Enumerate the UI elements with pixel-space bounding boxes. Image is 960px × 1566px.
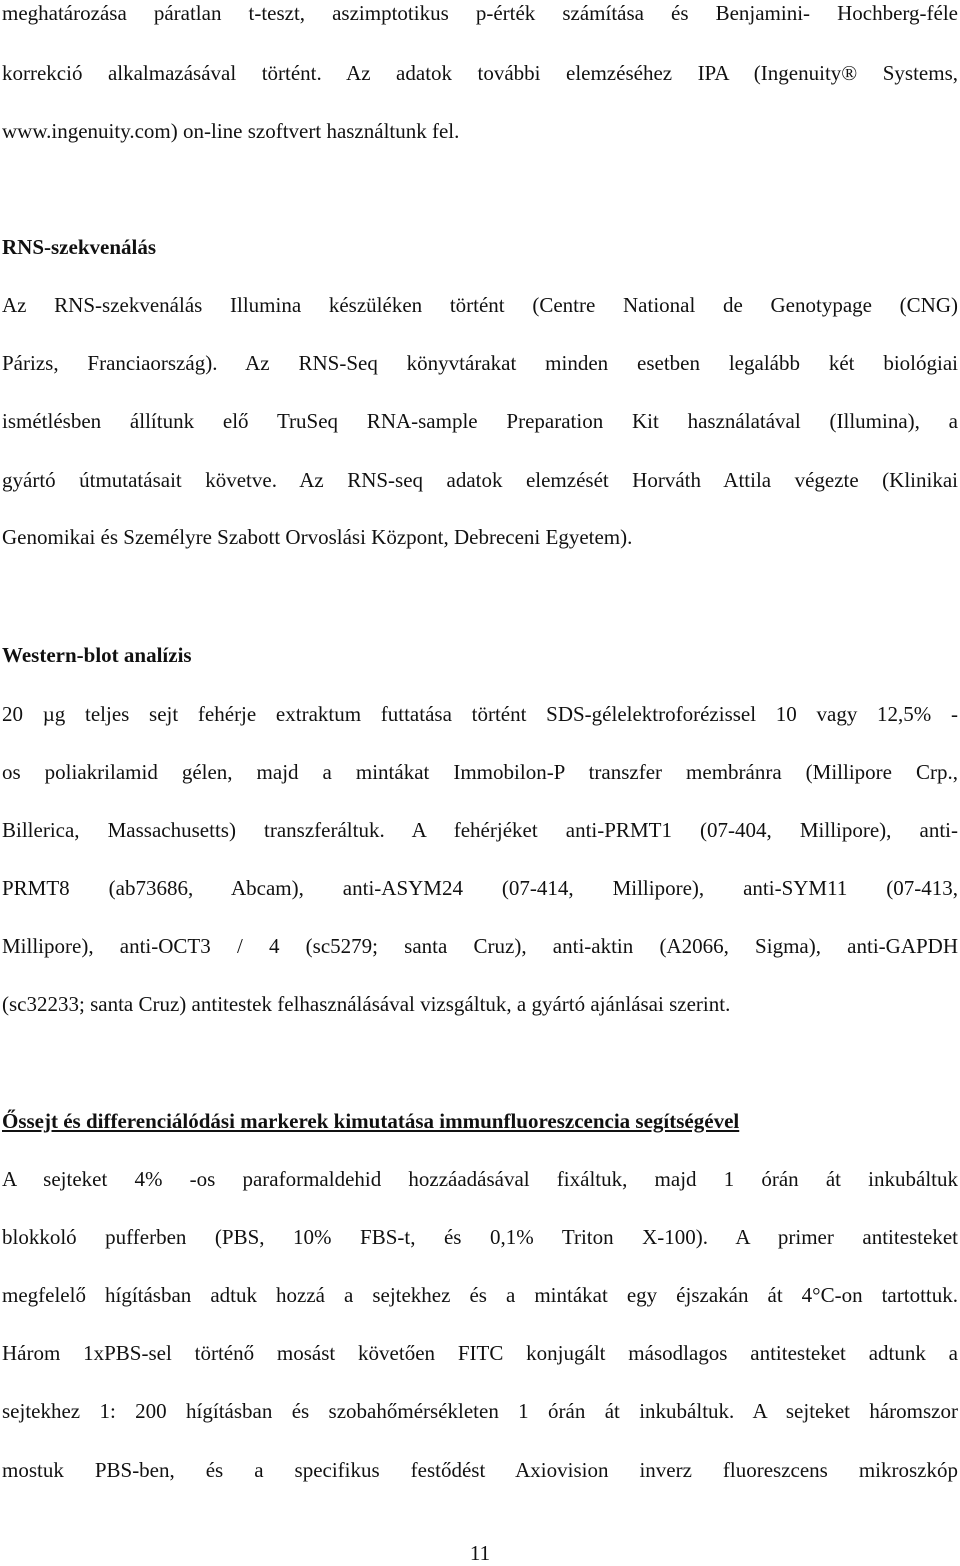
marker-paragraph-line: sejtekhez 1: 200 hígításban és szobahőmérsékleten 1 órán át inkubáltuk. A sejteket háromszor — [2, 1399, 958, 1423]
western-paragraph-line: os poliakrilamid gélen, majd a mintákat Immobilon-P transzfer membránra (Millipore Crp., — [2, 760, 958, 784]
rns-paragraph-line: Az RNS-szekvenálás Illumina készüléken történt (Centre National de Genotypage (CNG) — [2, 293, 958, 317]
marker-paragraph-line: mostuk PBS-ben, és a specifikus festődést Axiovision inverz fluoreszcens mikroszkóp — [2, 1458, 958, 1482]
marker-paragraph-line: A sejteket 4% -os paraformaldehid hozzáadásával fixáltuk, majd 1 órán át inkubáltuk — [2, 1167, 958, 1191]
intro-line: korrekció alkalmazásával történt. Az adatok további elemzéséhez IPA (Ingenuity® Systems, — [2, 61, 958, 85]
section-heading-markers: Őssejt és differenciálódási markerek kimutatása immunfluoreszcencia segítségével — [2, 1109, 740, 1133]
western-paragraph-line: 20 µg teljes sejt fehérje extraktum futtatása történt SDS-gélelektroforézissel 10 vagy 12,5% - — [2, 702, 958, 726]
rns-paragraph-line: gyártó útmutatásait követve. Az RNS-seq adatok elemzését Horváth Attila végezte (Klinikai — [2, 468, 958, 492]
marker-paragraph-line: blokkoló pufferben (PBS, 10% FBS-t, és 0,1% Triton X-100). A primer antitesteket — [2, 1225, 958, 1249]
marker-paragraph-line: megfelelő hígításban adtuk hozzá a sejtekhez és a mintákat egy éjszakán át 4°C-on tartottuk. — [2, 1283, 958, 1307]
western-paragraph-line: PRMT8 (ab73686, Abcam), anti-ASYM24 (07-414, Millipore), anti-SYM11 (07-413, — [2, 876, 958, 900]
rns-paragraph-line: ismétlésben állítunk elő TruSeq RNA-sample Preparation Kit használatával (Illumina), a — [2, 409, 958, 433]
intro-line: www.ingenuity.com) on-line szoftvert használtunk fel. — [2, 119, 460, 143]
section-heading-rns: RNS-szekvenálás — [2, 235, 157, 259]
western-paragraph-line: (sc32233; santa Cruz) antitestek felhasználásával vizsgáltuk, a gyártó ajánlásai szerint. — [2, 992, 731, 1016]
rns-paragraph-line: Genomikai és Személyre Szabott Orvoslási Központ, Debreceni Egyetem). — [2, 525, 633, 549]
marker-paragraph-line: Három 1xPBS-sel történő mosást követően FITC konjugált másodlagos antitesteket adtunk a — [2, 1341, 958, 1365]
page-number: 11 — [469, 1541, 491, 1565]
rns-paragraph-line: Párizs, Franciaország). Az RNS-Seq könyvtárakat minden esetben legalább két biológiai — [2, 351, 958, 375]
western-paragraph-line: Billerica, Massachusetts) transzferáltuk. A fehérjéket anti-PRMT1 (07-404, Millipore), anti- — [2, 818, 958, 842]
intro-line: meghatározása páratlan t-teszt, aszimptotikus p-érték számítása és Benjamini- Hochberg-féle — [2, 1, 958, 25]
western-paragraph-line: Millipore), anti-OCT3 / 4 (sc5279; santa Cruz), anti-aktin (A2066, Sigma), anti-GAPDH — [2, 934, 958, 958]
section-heading-western: Western-blot analízis — [2, 643, 192, 667]
